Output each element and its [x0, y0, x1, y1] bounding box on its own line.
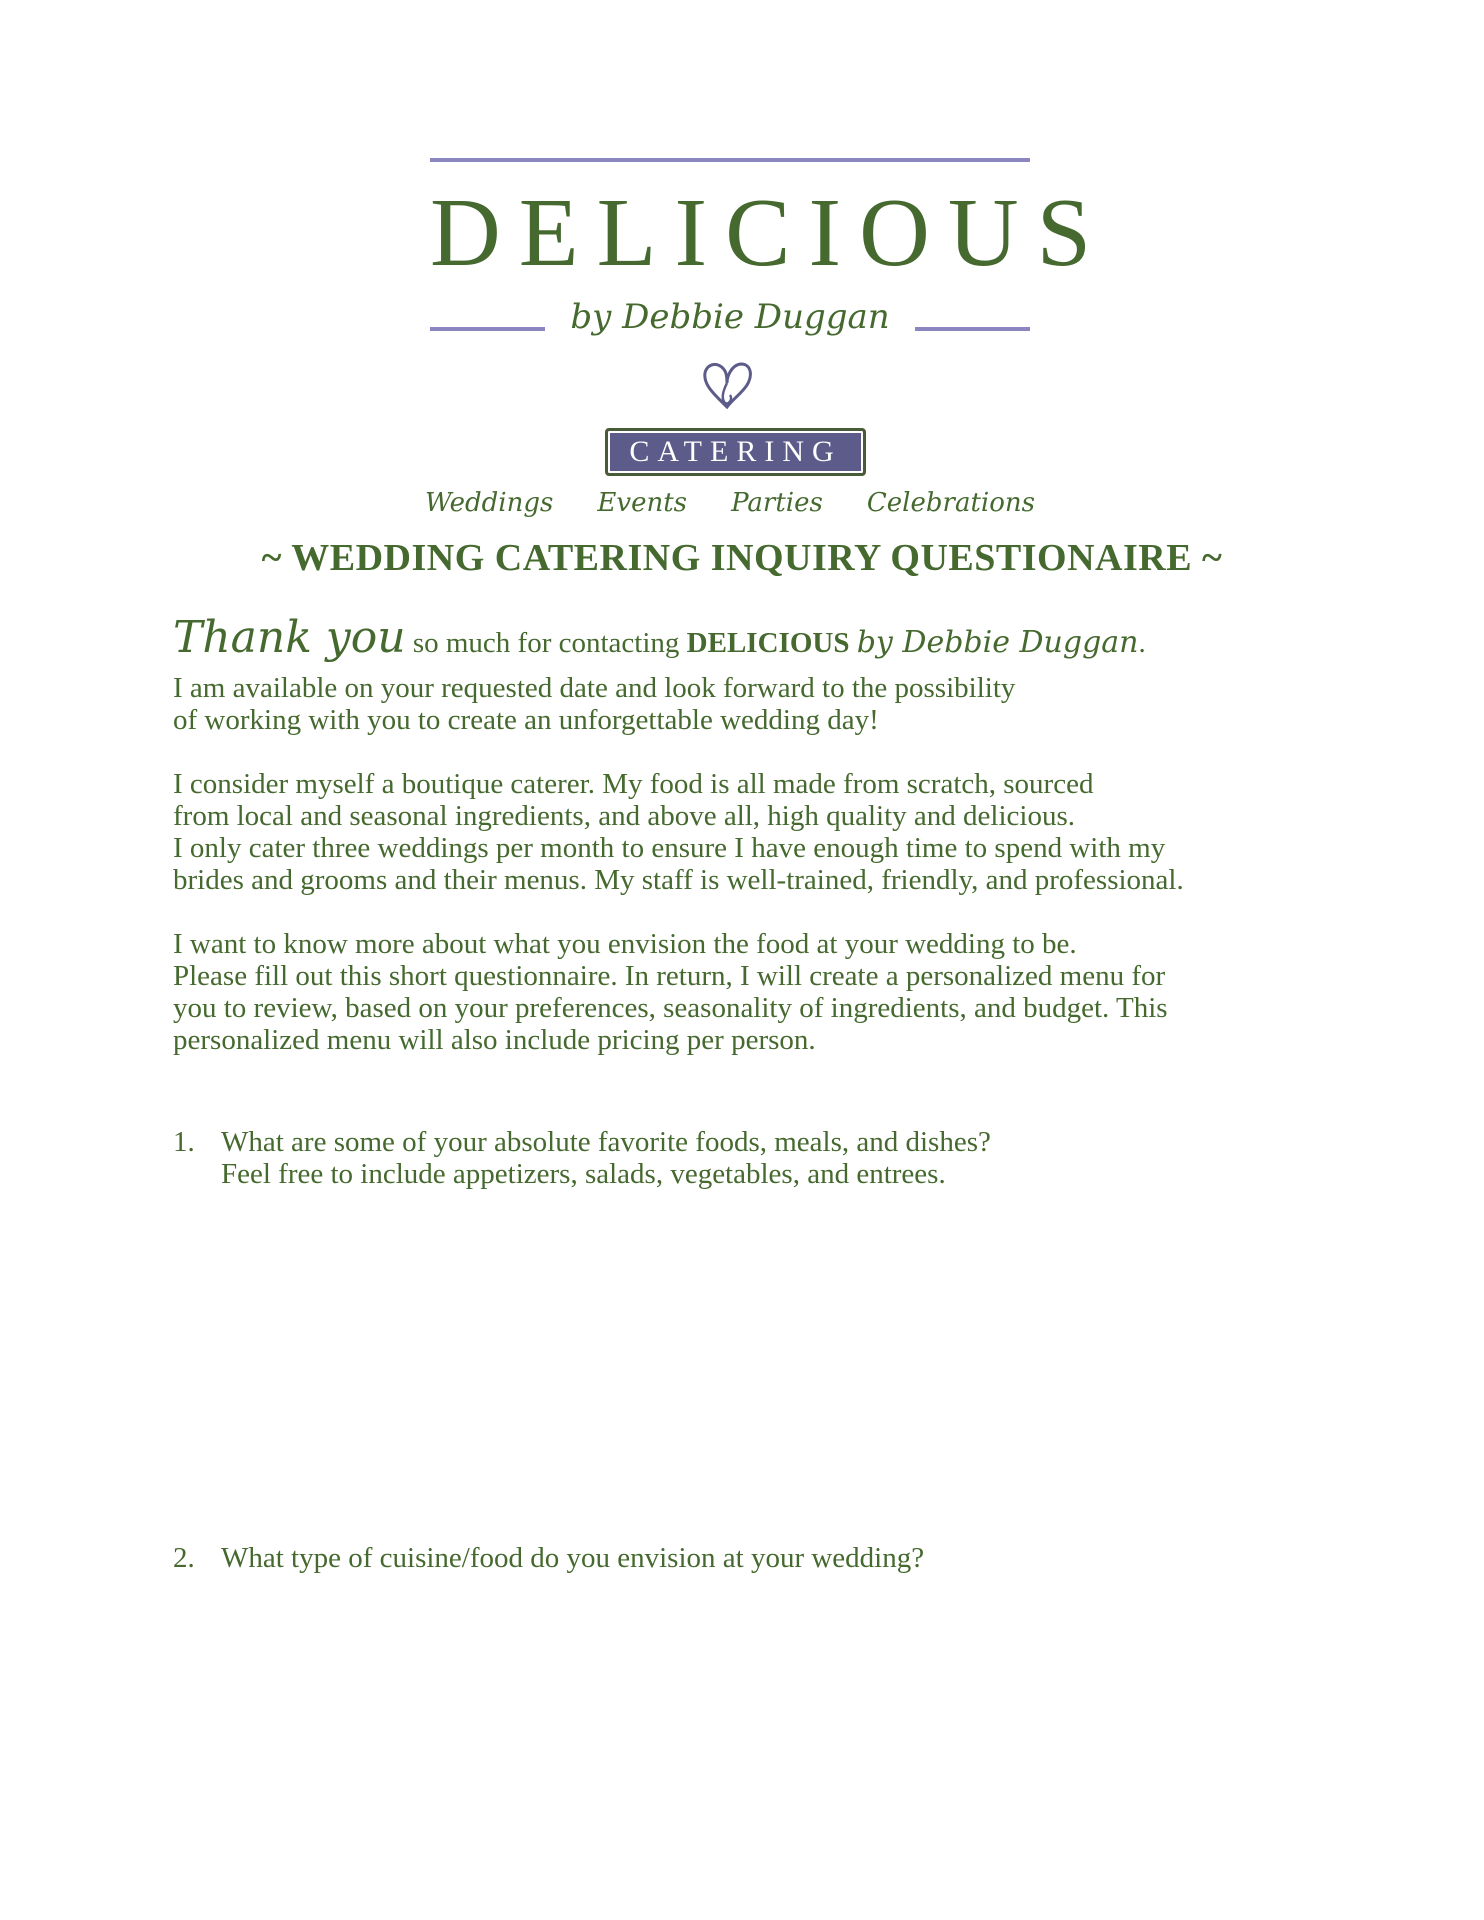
page-title: ~ WEDDING CATERING INQUIRY QUESTIONAIRE ~ [261, 537, 1223, 579]
intro-paragraph-3 [173, 928, 1323, 1056]
service-celebrations: Celebrations [866, 488, 1035, 518]
thank-you-line [173, 612, 1323, 663]
paragraph-line: I want to know more about what you envision the food at your wedding to be. [173, 928, 1077, 960]
question-text [221, 1542, 1321, 1574]
question-number: 1. [173, 1126, 195, 1158]
thank-you-brand: DELICIOUS [686, 627, 850, 659]
question-text [221, 1126, 1321, 1190]
paragraph-line: I consider myself a boutique caterer. My food is all made from scratch, sourced [173, 768, 1094, 800]
logo-top-rule [430, 158, 1030, 162]
catering-badge: CATERING [605, 428, 866, 476]
thank-you-script: Thank you [173, 612, 406, 663]
logo-right-rule [915, 327, 1030, 331]
paragraph-line: of working with you to create an unforgettable wedding day! [173, 704, 879, 736]
question-line: What type of cuisine/food do you envision at your wedding? [221, 1542, 925, 1574]
logo-services [425, 488, 1035, 518]
intro-paragraph-2 [173, 768, 1323, 896]
thank-you-byline: by Debbie Duggan [856, 625, 1139, 660]
paragraph-line: I am available on your requested date and look forward to the possibility [173, 672, 1016, 704]
service-weddings: Weddings [425, 488, 554, 518]
paragraph-line: Please fill out this short questionnaire. In return, I will create a personalized menu for [173, 960, 1166, 992]
service-events: Events [597, 488, 687, 518]
service-parties: Parties [731, 488, 823, 518]
heart-icon [697, 355, 757, 415]
paragraph-line: I only cater three weddings per month to ensure I have enough time to spend with my [173, 832, 1166, 864]
paragraph-line: brides and grooms and their menus. My staff is well-trained, friendly, and professional. [173, 864, 1184, 896]
logo-brand-name: DELICIOUS [430, 179, 1110, 287]
paragraph-line: personalized menu will also include pricing per person. [173, 1024, 816, 1056]
paragraph-line: you to review, based on your preferences, seasonality of ingredients, and budget. This [173, 992, 1168, 1024]
intro-paragraph-1 [173, 672, 1323, 736]
question-number: 2. [173, 1542, 195, 1574]
question-line: What are some of your absolute favorite foods, meals, and dishes? [221, 1126, 991, 1158]
paragraph-line: from local and seasonal ingredients, and above all, high quality and delicious. [173, 800, 1075, 832]
question-line: Feel free to include appetizers, salads, vegetables, and entrees. [221, 1158, 946, 1190]
thank-you-end: . [1138, 627, 1146, 659]
thank-you-lead: so much for contacting [405, 627, 687, 659]
logo-byline: by Debbie Duggan [570, 297, 890, 337]
